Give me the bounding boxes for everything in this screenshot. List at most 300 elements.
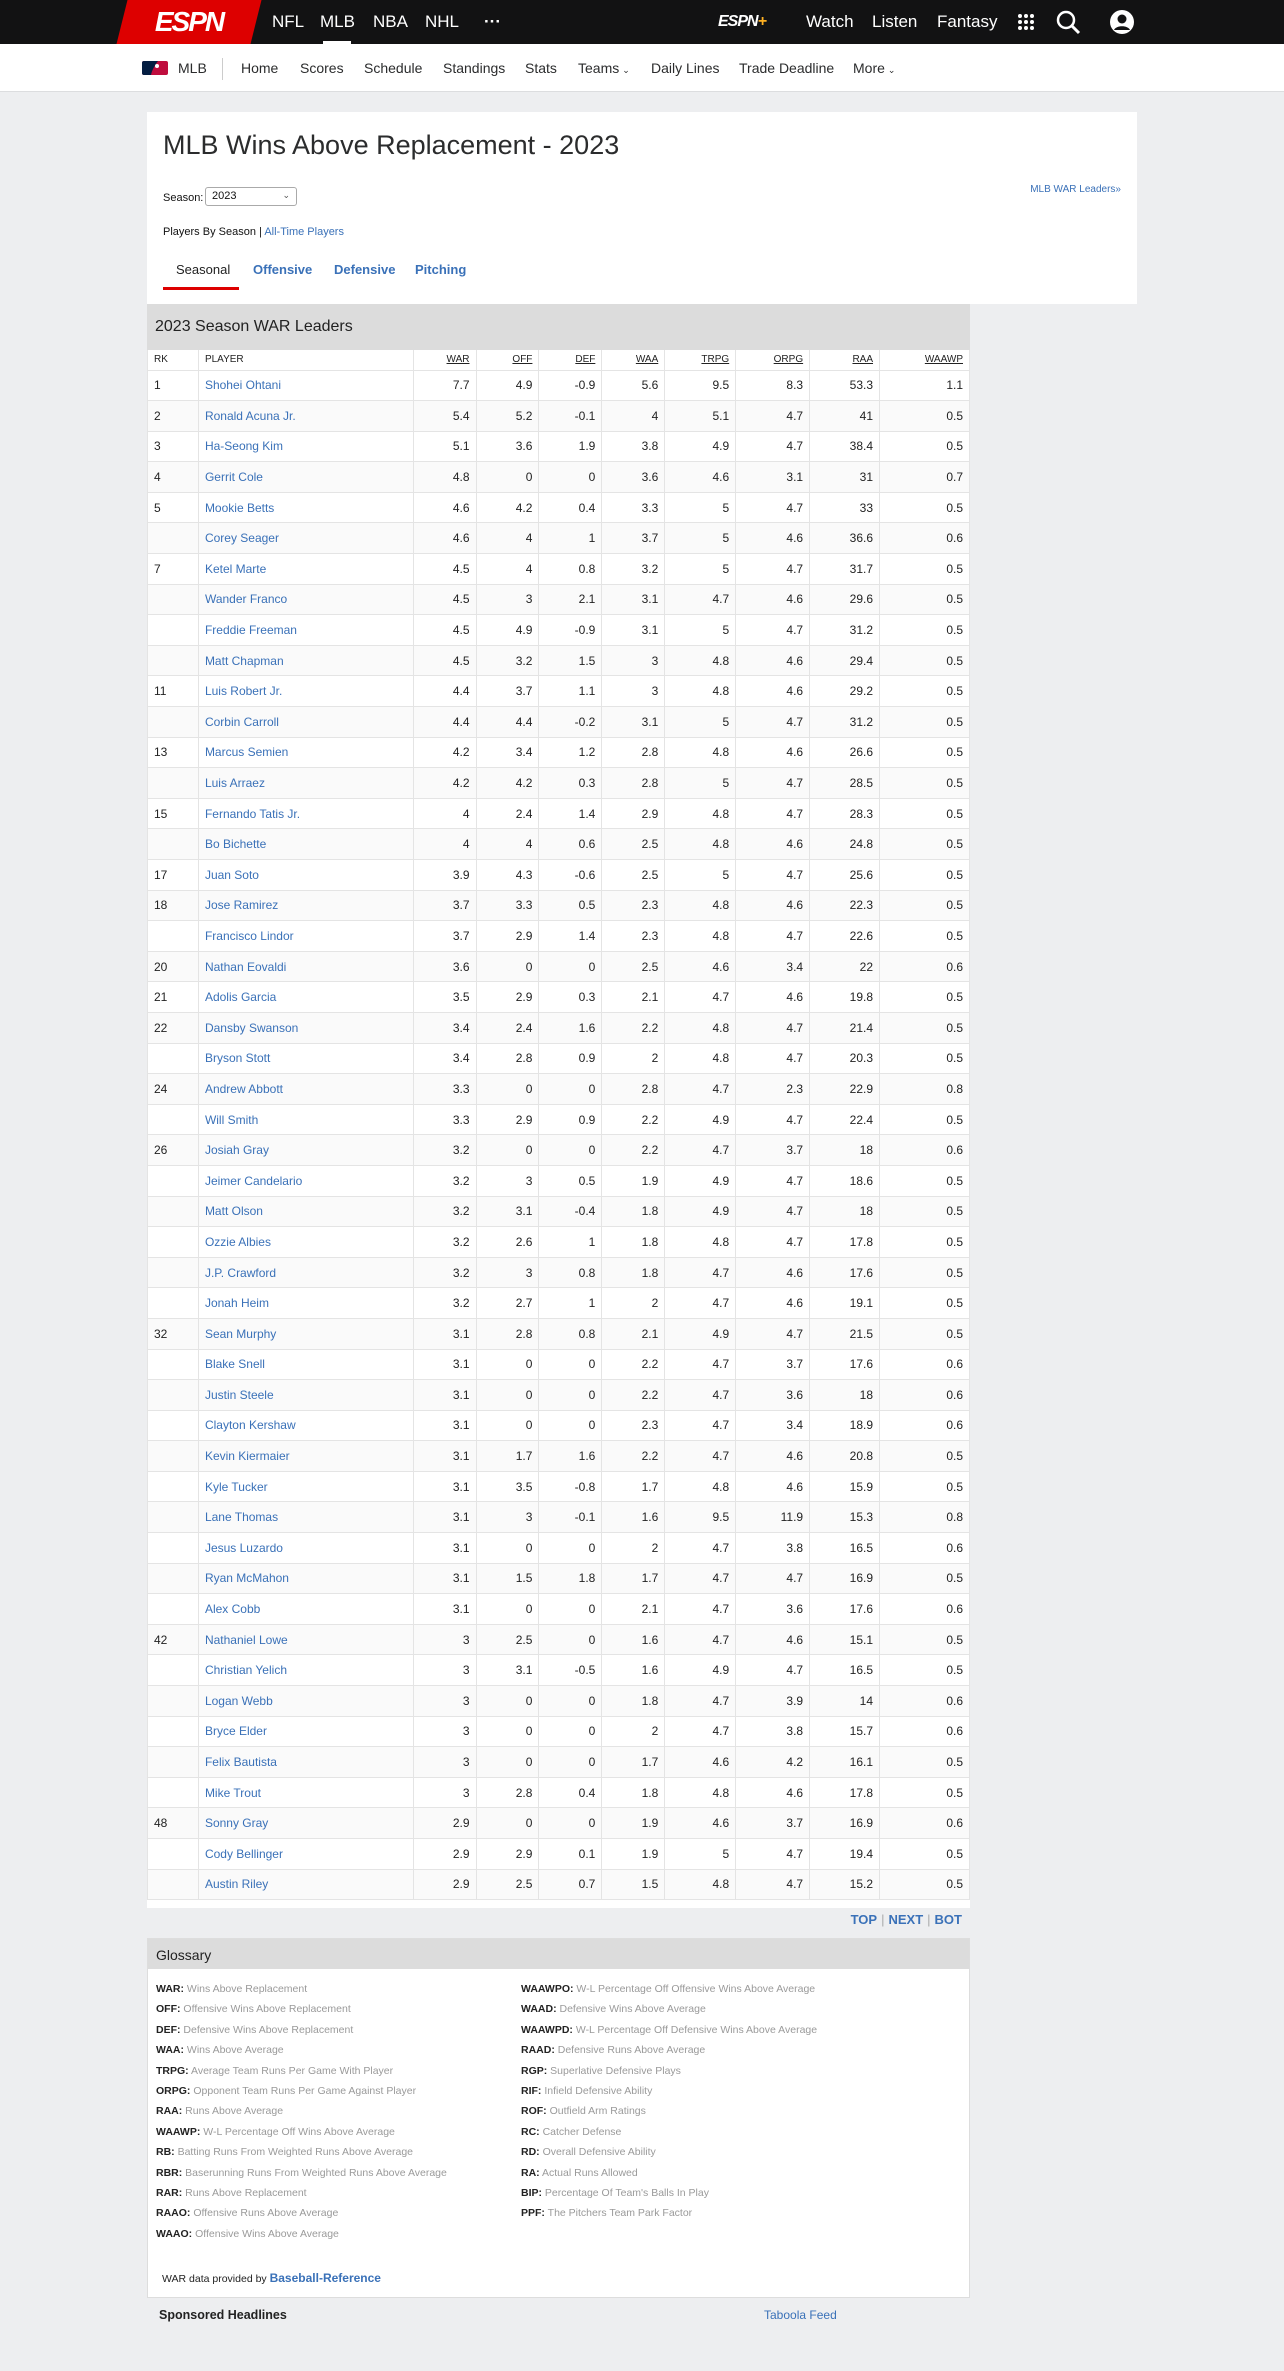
more-sports-icon[interactable]: ··· (484, 12, 501, 31)
cell-player[interactable]: Bryson Stott (198, 1043, 413, 1074)
header-waa[interactable]: WAA (602, 350, 665, 370)
cell-waa: 1.9 (602, 1839, 665, 1870)
table-row (148, 860, 970, 891)
cell-raa: 17.6 (810, 1594, 880, 1625)
cell-raa: 18 (810, 1135, 880, 1166)
cell-player[interactable]: Gerrit Cole (198, 462, 413, 493)
cell-trpg: 4.7 (665, 1410, 736, 1441)
table-row (148, 1594, 970, 1625)
cell-def: -0.1 (539, 401, 602, 432)
cell-waa: 2.2 (602, 1441, 665, 1472)
subnav-home[interactable]: Home (241, 60, 279, 76)
cell-trpg: 4.7 (665, 1716, 736, 1747)
header-rk: RK (148, 350, 199, 370)
cell-off: 3 (476, 1502, 539, 1533)
subnav-stats[interactable]: Stats (525, 60, 557, 76)
cell-rk (148, 1839, 199, 1870)
cell-raa: 28.3 (810, 798, 880, 829)
cell-orpg: 3.6 (736, 1594, 810, 1625)
cell-player[interactable]: Clayton Kershaw (198, 1410, 413, 1441)
cell-off: 3 (476, 584, 539, 615)
header-war[interactable]: WAR (413, 350, 476, 370)
cell-rk: 18 (148, 890, 199, 921)
header-orpg[interactable]: ORPG (736, 350, 810, 370)
glossary-entry (521, 2183, 817, 2203)
cell-off: 4 (476, 554, 539, 585)
glossary-entry (156, 1999, 447, 2019)
cell-def: 1 (539, 1288, 602, 1319)
tab-seasonal[interactable]: Seasonal (176, 262, 231, 277)
cell-waawp: 0.6 (880, 1533, 970, 1564)
cell-rk (148, 829, 199, 860)
cell-orpg: 4.6 (736, 1777, 810, 1808)
cell-waawp: 0.5 (880, 860, 970, 891)
cell-war: 3.1 (413, 1349, 476, 1380)
cell-waa: 4 (602, 401, 665, 432)
espn-plus-logo[interactable]: ESPN+ (718, 13, 766, 30)
cell-waawp: 0.7 (880, 462, 970, 493)
cell-off: 0 (476, 1135, 539, 1166)
cell-waa: 1.7 (602, 1471, 665, 1502)
cell-waawp: 0.5 (880, 554, 970, 585)
cell-waa: 2.1 (602, 982, 665, 1013)
glossary-entry (521, 2122, 817, 2142)
cell-waa: 3.7 (602, 523, 665, 554)
cell-trpg: 4.7 (665, 1594, 736, 1625)
pager-top[interactable]: TOP (850, 1912, 878, 1927)
cell-orpg: 3.1 (736, 462, 810, 493)
cell-player[interactable]: Adolis Garcia (198, 982, 413, 1013)
season-select[interactable]: 2023 ⌄ (205, 187, 297, 206)
cell-waa: 2.1 (602, 1594, 665, 1625)
cell-off: 4.4 (476, 707, 539, 738)
subnav-teams[interactable]: Teams ⌄ (578, 60, 630, 76)
cell-trpg: 4.8 (665, 829, 736, 860)
cell-player[interactable]: Kevin Kiermaier (198, 1441, 413, 1472)
nav-fantasy[interactable]: Fantasy (937, 12, 998, 31)
cell-waawp: 0.5 (880, 1441, 970, 1472)
subnav-trade-deadline[interactable]: Trade Deadline (739, 60, 835, 76)
cell-player[interactable]: Jeimer Candelario (198, 1165, 413, 1196)
cell-off: 4 (476, 523, 539, 554)
cell-player[interactable]: Ryan McMahon (198, 1563, 413, 1594)
cell-waawp: 0.5 (880, 1165, 970, 1196)
cell-player[interactable]: Mike Trout (198, 1777, 413, 1808)
all-time-players-link[interactable]: All-Time Players (264, 226, 344, 238)
cell-def: 1.9 (539, 431, 602, 462)
cell-player[interactable]: Dansby Swanson (198, 1012, 413, 1043)
cell-waa: 2 (602, 1288, 665, 1319)
search-icon[interactable] (1054, 8, 1082, 36)
cell-orpg: 4.7 (736, 1227, 810, 1258)
glossary-entry (521, 2040, 817, 2060)
cell-off: 3 (476, 1257, 539, 1288)
cell-player[interactable]: Luis Robert Jr. (198, 676, 413, 707)
cell-orpg: 4.6 (736, 737, 810, 768)
cell-war: 3.2 (413, 1196, 476, 1227)
table-row (148, 982, 970, 1013)
glossary-term: WAAWPO: (521, 1983, 574, 1995)
cell-rk (148, 1196, 199, 1227)
cell-raa: 16.5 (810, 1533, 880, 1564)
table-row (148, 1869, 970, 1900)
cell-player[interactable]: Josiah Gray (198, 1135, 413, 1166)
glossary-entry (521, 1999, 817, 2019)
cell-raa: 21.5 (810, 1318, 880, 1349)
cell-war: 3.1 (413, 1594, 476, 1625)
cell-waawp: 0.6 (880, 1808, 970, 1839)
cell-off: 3.3 (476, 890, 539, 921)
cell-off: 3 (476, 1165, 539, 1196)
glossary-entry (156, 2020, 447, 2040)
header-off[interactable]: OFF (476, 350, 539, 370)
glossary-definition: W-L Percentage Off Offensive Wins Above Average (576, 1983, 816, 1995)
cell-waawp: 0.5 (880, 676, 970, 707)
cell-orpg: 2.3 (736, 1074, 810, 1105)
cell-raa: 22 (810, 951, 880, 982)
cell-player[interactable]: Fernando Tatis Jr. (198, 798, 413, 829)
cell-player[interactable]: Matt Olson (198, 1196, 413, 1227)
active-tab-indicator (163, 287, 239, 290)
cell-orpg: 4.7 (736, 1196, 810, 1227)
cell-raa: 22.6 (810, 921, 880, 952)
cell-waawp: 0.5 (880, 982, 970, 1013)
cell-def: 0 (539, 1074, 602, 1105)
cell-waa: 1.7 (602, 1563, 665, 1594)
cell-player[interactable]: J.P. Crawford (198, 1257, 413, 1288)
taboola-feed-link[interactable]: Taboola Feed (764, 2308, 837, 2322)
cell-waawp: 0.6 (880, 1594, 970, 1625)
cell-orpg: 4.7 (736, 1104, 810, 1135)
cell-off: 1.5 (476, 1563, 539, 1594)
cell-waawp: 0.5 (880, 707, 970, 738)
espn-logo[interactable]: ESPN (117, 0, 262, 44)
glossary-term: RC: (521, 2125, 540, 2138)
cell-player[interactable]: Corbin Carroll (198, 707, 413, 738)
table-row (148, 1196, 970, 1227)
cell-def: 0.6 (539, 829, 602, 860)
war-leaders-table-card (147, 304, 970, 1927)
nav-watch[interactable]: Watch (806, 12, 854, 31)
cell-raa: 17.8 (810, 1777, 880, 1808)
cell-player[interactable]: Freddie Freeman (198, 615, 413, 646)
baseball-reference-link[interactable]: Baseball-Reference (269, 2271, 381, 2285)
cell-off: 3.7 (476, 676, 539, 707)
cell-player[interactable]: Corey Seager (198, 523, 413, 554)
glossary-entry (521, 2101, 817, 2121)
nav-mlb[interactable]: MLB (320, 12, 355, 31)
cell-off: 3.1 (476, 1196, 539, 1227)
cell-def: 0 (539, 1594, 602, 1625)
cell-def: 0.8 (539, 1318, 602, 1349)
cell-war: 3.4 (413, 1012, 476, 1043)
subnav-more[interactable]: More ⌄ (853, 60, 896, 76)
cell-rk (148, 615, 199, 646)
cell-def: 0.5 (539, 1165, 602, 1196)
cell-player[interactable]: Christian Yelich (198, 1655, 413, 1686)
cell-trpg: 4.9 (665, 1655, 736, 1686)
cell-player[interactable]: Felix Bautista (198, 1747, 413, 1778)
glossary-term: RAAO: (156, 2207, 191, 2220)
cell-trpg: 4.7 (665, 1624, 736, 1655)
cell-waa: 2.2 (602, 1104, 665, 1135)
cell-player[interactable]: Jose Ramirez (198, 890, 413, 921)
glossary-right-column (521, 1979, 817, 2224)
cell-waawp: 0.5 (880, 1839, 970, 1870)
apps-grid-icon[interactable] (1012, 8, 1040, 36)
table-row (148, 676, 970, 707)
cell-war: 3.1 (413, 1410, 476, 1441)
cell-waawp: 0.6 (880, 1380, 970, 1411)
subnav-divider (222, 58, 223, 80)
table-row (148, 1839, 970, 1870)
glossary-definition: Superlative Defensive Plays (550, 2064, 681, 2077)
cell-player[interactable]: Juan Soto (198, 860, 413, 891)
cell-war: 3.2 (413, 1257, 476, 1288)
cell-waa: 1.6 (602, 1502, 665, 1533)
cell-def: 0 (539, 1716, 602, 1747)
cell-player[interactable]: Austin Riley (198, 1869, 413, 1900)
glossary-definition: W-L Percentage Off Defensive Wins Above Average (575, 2023, 818, 2036)
glossary-definition: Offensive Runs Above Average (193, 2207, 339, 2220)
cell-rk: 2 (148, 401, 199, 432)
header-raa[interactable]: RAA (810, 350, 880, 370)
cell-player[interactable]: Logan Webb (198, 1686, 413, 1717)
cell-def: 0 (539, 951, 602, 982)
cell-raa: 31.2 (810, 707, 880, 738)
cell-trpg: 4.7 (665, 1135, 736, 1166)
cell-raa: 22.3 (810, 890, 880, 921)
cell-player[interactable]: Will Smith (198, 1104, 413, 1135)
table-title-bar (147, 304, 970, 350)
cell-player[interactable]: Bryce Elder (198, 1716, 413, 1747)
cell-waa: 1.8 (602, 1227, 665, 1258)
glossary-term: OFF: (156, 2003, 181, 2016)
cell-def: 1 (539, 1227, 602, 1258)
cell-player[interactable]: Kyle Tucker (198, 1471, 413, 1502)
profile-icon[interactable] (1108, 8, 1136, 36)
cell-waawp: 0.5 (880, 615, 970, 646)
tab-pitching[interactable]: Pitching (415, 262, 467, 277)
table-row (148, 462, 970, 493)
glossary-entry (521, 2163, 817, 2183)
cell-player[interactable]: Shohei Ohtani (198, 370, 413, 401)
cell-trpg: 4.8 (665, 1777, 736, 1808)
cell-waawp: 0.5 (880, 890, 970, 921)
cell-waa: 2 (602, 1533, 665, 1564)
cell-player[interactable]: Jonah Heim (198, 1288, 413, 1319)
glossary-definition: Opponent Team Runs Per Game Against Player (193, 2085, 417, 2098)
cell-def: 0.5 (539, 890, 602, 921)
cell-war: 3 (413, 1624, 476, 1655)
cell-waawp: 0.5 (880, 1471, 970, 1502)
cell-def: 0.9 (539, 1043, 602, 1074)
cell-war: 3 (413, 1686, 476, 1717)
cell-def: -0.4 (539, 1196, 602, 1227)
cell-player[interactable]: Marcus Semien (198, 737, 413, 768)
glossary-entry (156, 2061, 447, 2081)
header-waawp[interactable]: WAAWP (880, 350, 970, 370)
glossary-definition: W-L Percentage Off Wins Above Average (203, 2125, 395, 2138)
cell-waa: 1.9 (602, 1808, 665, 1839)
cell-off: 0 (476, 462, 539, 493)
cell-rk (148, 1288, 199, 1319)
cell-trpg: 4.7 (665, 1257, 736, 1288)
table-row (148, 921, 970, 952)
cell-trpg: 5 (665, 492, 736, 523)
nav-nba[interactable]: NBA (373, 12, 408, 31)
cell-raa: 31.7 (810, 554, 880, 585)
subnav-scores[interactable]: Scores (300, 60, 344, 76)
tab-offensive[interactable]: Offensive (253, 262, 313, 277)
cell-player[interactable]: Sean Murphy (198, 1318, 413, 1349)
cell-waawp: 0.5 (880, 829, 970, 860)
table-row (148, 1441, 970, 1472)
cell-off: 1.7 (476, 1441, 539, 1472)
cell-waawp: 0.5 (880, 1257, 970, 1288)
table-row (148, 1165, 970, 1196)
cell-rk: 22 (148, 1012, 199, 1043)
cell-rk (148, 645, 199, 676)
mlb-logo-icon[interactable] (142, 61, 168, 75)
glossary-entry (156, 2040, 447, 2060)
cell-def: 0.8 (539, 554, 602, 585)
season-label: Season: (163, 192, 204, 204)
league-subnav (0, 44, 1284, 92)
table-row (148, 768, 970, 799)
cell-def: 0 (539, 1410, 602, 1441)
cell-player[interactable]: Andrew Abbott (198, 1074, 413, 1105)
glossary-term: RGP: (521, 2064, 548, 2077)
cell-trpg: 5 (665, 707, 736, 738)
cell-def: 2.1 (539, 584, 602, 615)
cell-trpg: 4.9 (665, 1196, 736, 1227)
cell-player[interactable]: Jesus Luzardo (198, 1533, 413, 1564)
cell-rk (148, 1441, 199, 1472)
cell-orpg: 4.7 (736, 921, 810, 952)
cell-orpg: 3.7 (736, 1349, 810, 1380)
cell-war: 7.7 (413, 370, 476, 401)
cell-waawp: 0.5 (880, 1777, 970, 1808)
glossary-definition: Infield Defensive Ability (544, 2085, 653, 2098)
cell-def: 0 (539, 1624, 602, 1655)
pager-bot[interactable]: BOT (934, 1912, 962, 1927)
nav-nhl[interactable]: NHL (425, 12, 460, 31)
nav-listen[interactable]: Listen (872, 12, 918, 31)
cell-def: 0.3 (539, 982, 602, 1013)
cell-player[interactable]: Blake Snell (198, 1349, 413, 1380)
cell-player[interactable]: Nathaniel Lowe (198, 1624, 413, 1655)
cell-player[interactable]: Cody Bellinger (198, 1839, 413, 1870)
cell-waawp: 0.5 (880, 1563, 970, 1594)
cell-raa: 38.4 (810, 431, 880, 462)
cell-waawp: 1.1 (880, 370, 970, 401)
cell-raa: 29.4 (810, 645, 880, 676)
table-row (148, 1686, 970, 1717)
cell-war: 3.1 (413, 1318, 476, 1349)
cell-orpg: 3.9 (736, 1686, 810, 1717)
cell-waa: 1.7 (602, 1747, 665, 1778)
subnav-league[interactable]: MLB (178, 60, 207, 76)
nav-nfl[interactable]: NFL (272, 12, 305, 31)
cell-player[interactable]: Bo Bichette (198, 829, 413, 860)
cell-trpg: 4.8 (665, 1012, 736, 1043)
cell-off: 4.9 (476, 615, 539, 646)
cell-player[interactable]: Ronald Acuna Jr. (198, 401, 413, 432)
subnav-daily-lines[interactable]: Daily Lines (651, 60, 720, 76)
cell-waawp: 0.5 (880, 1043, 970, 1074)
cell-war: 3.2 (413, 1227, 476, 1258)
cell-rk (148, 584, 199, 615)
cell-waawp: 0.5 (880, 1104, 970, 1135)
cell-waawp: 0.5 (880, 1624, 970, 1655)
cell-rk (148, 921, 199, 952)
cell-trpg: 4.7 (665, 1380, 736, 1411)
cell-waa: 5.6 (602, 370, 665, 401)
table-row (148, 1349, 970, 1380)
subnav-schedule[interactable]: Schedule (364, 60, 423, 76)
cell-player[interactable]: Justin Steele (198, 1380, 413, 1411)
cell-player[interactable]: Lane Thomas (198, 1502, 413, 1533)
glossary-left-column (156, 1979, 447, 2244)
cell-war: 3.1 (413, 1471, 476, 1502)
cell-player[interactable]: Francisco Lindor (198, 921, 413, 952)
header-def[interactable]: DEF (539, 350, 602, 370)
cell-war: 3.6 (413, 951, 476, 982)
cell-player[interactable]: Matt Chapman (198, 645, 413, 676)
cell-rk: 15 (148, 798, 199, 829)
cell-war: 5.4 (413, 401, 476, 432)
cell-raa: 20.3 (810, 1043, 880, 1074)
cell-player[interactable]: Sonny Gray (198, 1808, 413, 1839)
tab-defensive[interactable]: Defensive (334, 262, 396, 277)
cell-waa: 3 (602, 645, 665, 676)
table-row (148, 1533, 970, 1564)
cell-raa: 15.3 (810, 1502, 880, 1533)
pager-next[interactable]: NEXT (888, 1912, 924, 1927)
glossary-entry (156, 2224, 447, 2244)
cell-player[interactable]: Alex Cobb (198, 1594, 413, 1625)
glossary-entry (156, 2203, 447, 2223)
cell-orpg: 4.7 (736, 1043, 810, 1074)
cell-player[interactable]: Ha-Seong Kim (198, 431, 413, 462)
cell-waa: 3 (602, 676, 665, 707)
cell-player[interactable]: Ozzie Albies (198, 1227, 413, 1258)
header-trpg[interactable]: TRPG (665, 350, 736, 370)
cell-player[interactable]: Luis Arraez (198, 768, 413, 799)
cell-raa: 20.8 (810, 1441, 880, 1472)
data-credit (162, 2271, 381, 2285)
cell-player[interactable]: Ketel Marte (198, 554, 413, 585)
cell-raa: 26.6 (810, 737, 880, 768)
cell-player[interactable]: Wander Franco (198, 584, 413, 615)
cell-waa: 2 (602, 1043, 665, 1074)
cell-war: 2.9 (413, 1808, 476, 1839)
glossary-term: WAAO: (156, 2227, 193, 2240)
cell-def: 0 (539, 1747, 602, 1778)
top-navigation (0, 0, 1284, 44)
cell-orpg: 4.6 (736, 982, 810, 1013)
cell-player[interactable]: Mookie Betts (198, 492, 413, 523)
table-row (148, 1471, 970, 1502)
cell-waa: 1.8 (602, 1257, 665, 1288)
cell-raa: 15.9 (810, 1471, 880, 1502)
cell-player[interactable]: Nathan Eovaldi (198, 951, 413, 982)
war-leaders-link[interactable]: MLB WAR Leaders» (1030, 184, 1121, 195)
table-row (148, 1074, 970, 1105)
subnav-standings[interactable]: Standings (443, 60, 506, 76)
cell-trpg: 4.8 (665, 1043, 736, 1074)
